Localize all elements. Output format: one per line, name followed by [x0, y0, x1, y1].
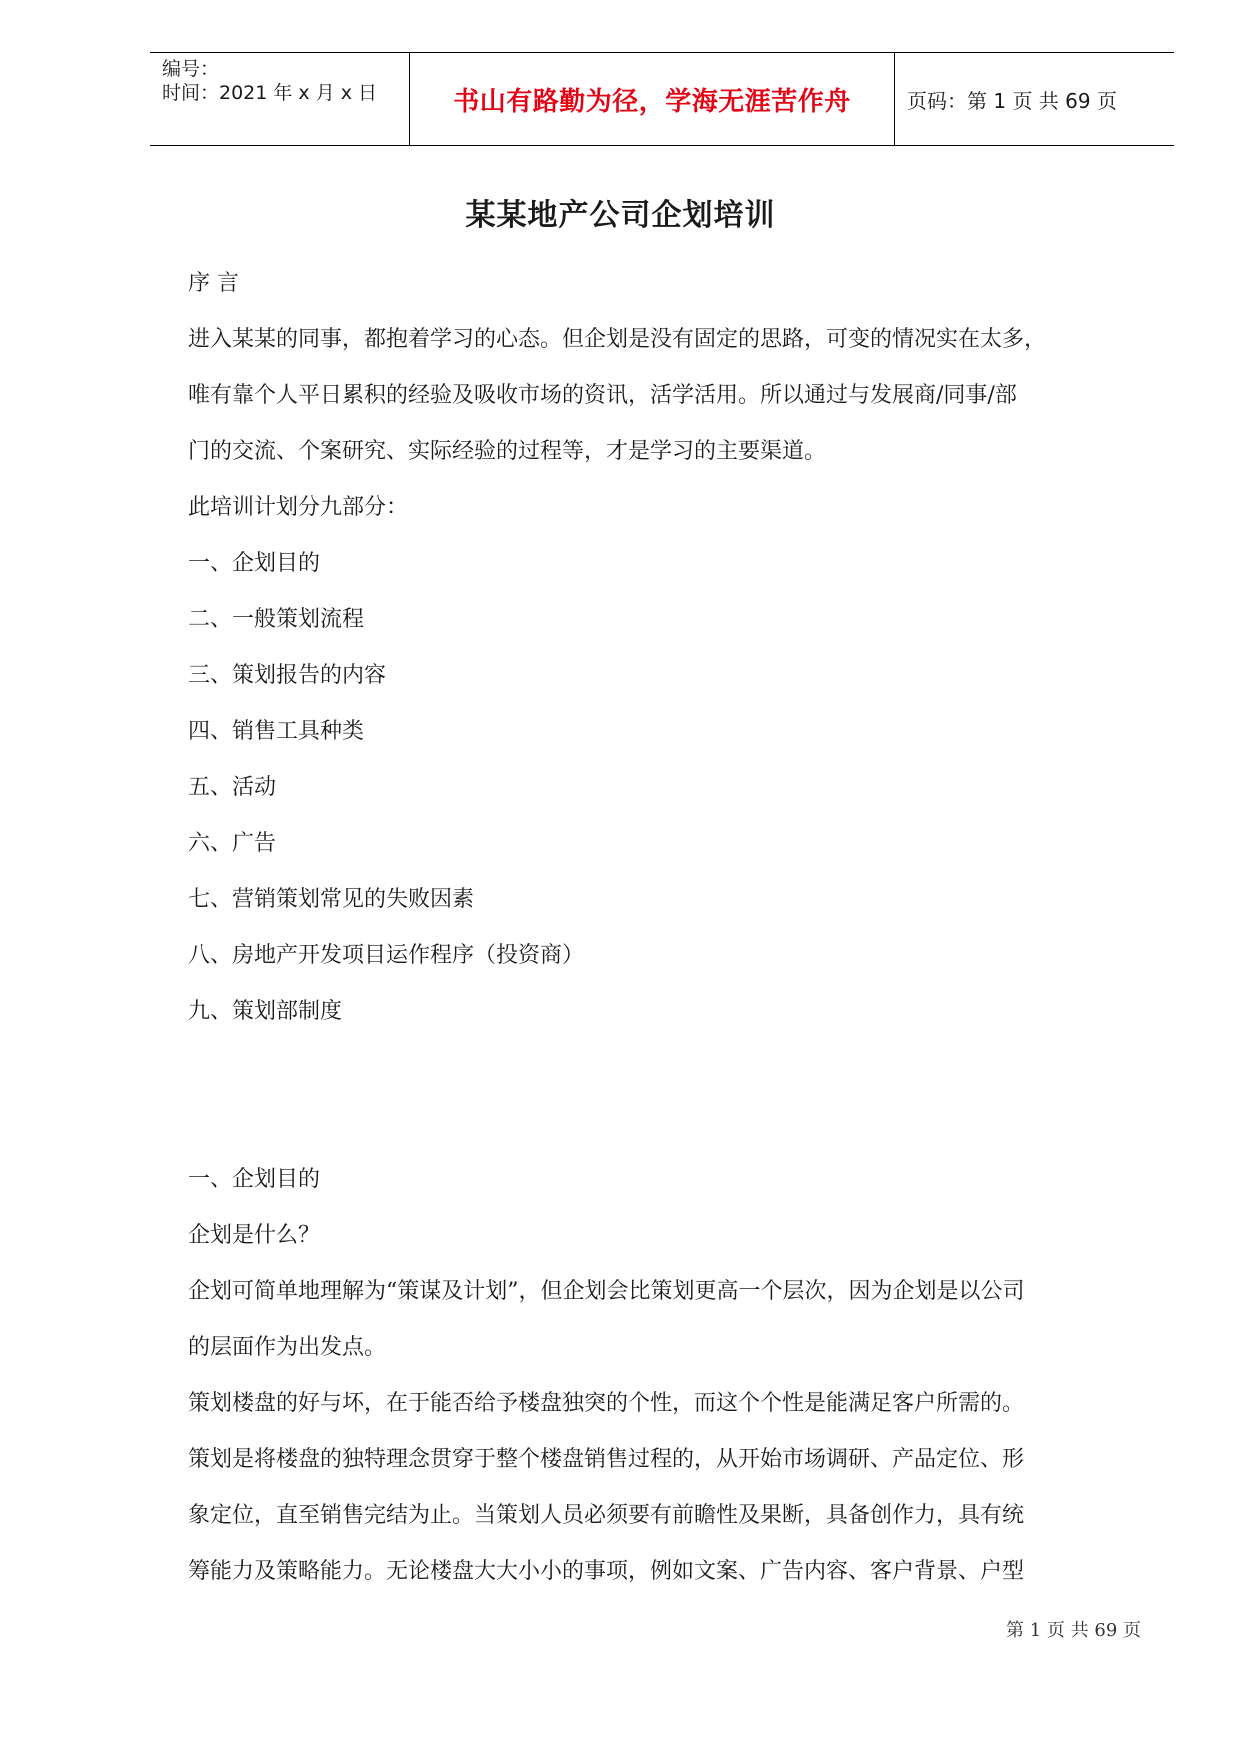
toc-item: 四、销售工具种类: [188, 719, 365, 744]
section-spacer: [188, 1040, 1143, 1152]
header-meta: [150, 53, 410, 145]
header-page-label: 页码：第 1 页 共 69 页: [907, 88, 1117, 113]
preface-line: 门的交流、个案研究、实际经验的过程等，才是学习的主要渠道。: [188, 439, 827, 464]
section-line: 策划楼盘的好与坏，在于能否给予楼盘独突的个性，而这个个性是能满足客户所需的。: [188, 1391, 1025, 1416]
header-motto: 书山有路勤为径，学海无涯苦作舟: [410, 53, 895, 145]
time-label: 时间：2021 年 x 月 x 日: [162, 82, 378, 104]
section-heading: 一、企划目的: [188, 1167, 321, 1192]
toc-item: 九、策划部制度: [188, 999, 343, 1024]
toc-item: 七、营销策划常见的失败因素: [188, 887, 475, 912]
plan-intro: 此培训计划分九部分：: [188, 495, 409, 520]
document-title: 某某地产公司企划培训: [465, 198, 776, 233]
preface-line: 进入某某的同事，都抱着学习的心态。但企划是没有固定的思路，可变的情况实在太多，: [188, 327, 1047, 352]
toc-item: 五、活动: [188, 775, 277, 800]
section-line: 策划是将楼盘的独特理念贯穿于整个楼盘销售过程的，从开始市场调研、产品定位、形: [188, 1447, 1025, 1472]
toc-item: 一、企划目的: [188, 551, 321, 576]
page-header: [150, 52, 1174, 146]
page-footer: 第 1 页 共 69 页: [1006, 1620, 1141, 1641]
section-line: 的层面作为出发点。: [188, 1335, 387, 1360]
number-label: 编号：: [162, 58, 220, 80]
preface-heading: 序 言: [188, 271, 239, 296]
document-body: [188, 256, 1143, 1600]
preface-line: 唯有靠个人平日累积的经验及吸收市场的资讯，活学活用。所以通过与发展商/同事/部: [188, 383, 1017, 408]
toc-item: 二、一般策划流程: [188, 607, 365, 632]
section-line: 象定位，直至销售完结为止。当策划人员必须要有前瞻性及果断，具备创作力，具有统: [188, 1503, 1025, 1528]
section-line: 筹能力及策略能力。无论楼盘大大小小的事项，例如文案、广告内容、客户背景、户型: [188, 1559, 1025, 1584]
section-question: 企划是什么？: [188, 1223, 321, 1248]
toc-item: 八、房地产开发项目运作程序（投资商）: [188, 943, 585, 968]
section-line: 企划可简单地理解为“策谋及计划”，但企划会比策划更高一个层次，因为企划是以公司: [188, 1279, 1025, 1304]
toc-item: 六、广告: [188, 831, 277, 856]
toc-item: 三、策划报告的内容: [188, 663, 387, 688]
